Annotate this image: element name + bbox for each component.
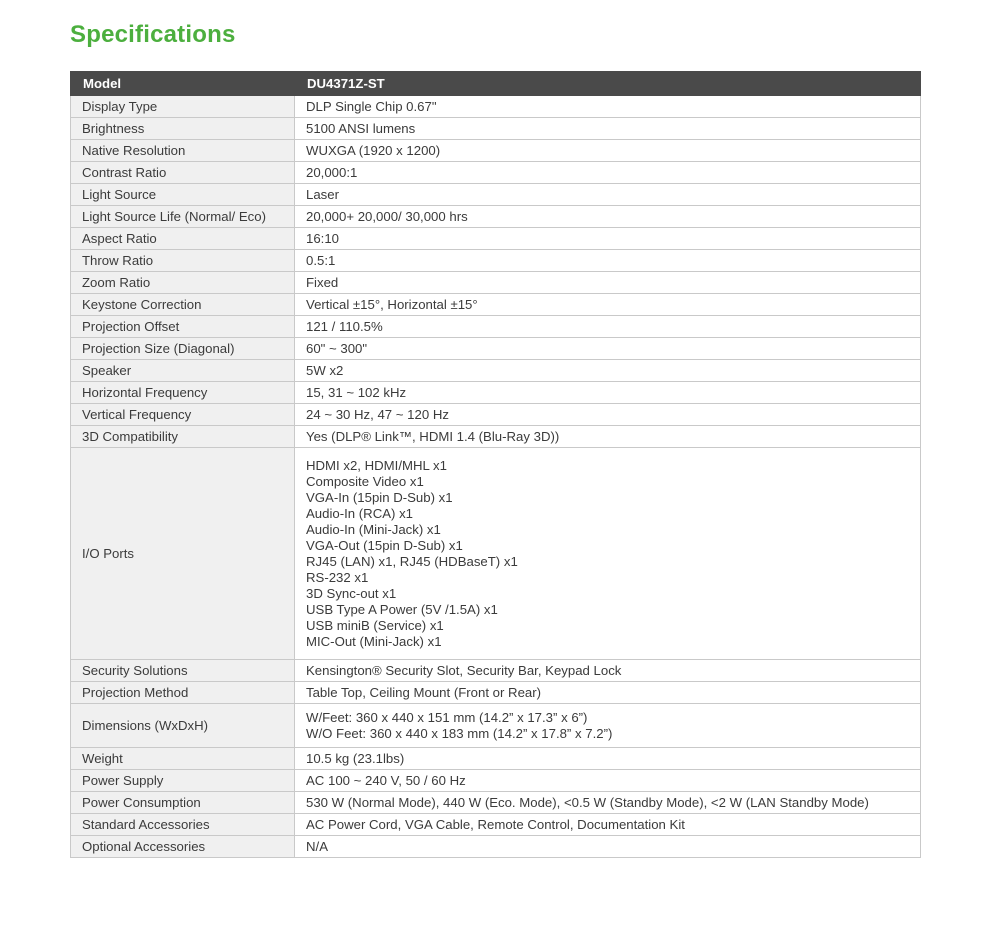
table-row: [71, 316, 921, 338]
row-value: Fixed: [295, 272, 921, 294]
row-value: 121 / 110.5%: [295, 316, 921, 338]
row-label: Dimensions (WxDxH): [71, 704, 295, 748]
row-label: Projection Method: [71, 682, 295, 704]
io-port-line: Composite Video x1: [306, 473, 424, 489]
dimension-line: W/Feet: 360 x 440 x 151 mm (14.2” x 17.3” x 6”): [306, 709, 588, 725]
row-value: 5W x2: [295, 360, 921, 382]
row-value: Laser: [295, 184, 921, 206]
row-label: Horizontal Frequency: [71, 382, 295, 404]
io-port-line: RJ45 (LAN) x1, RJ45 (HDBaseT) x1: [306, 553, 518, 569]
row-label: Light Source: [71, 184, 295, 206]
row-label: Light Source Life (Normal/ Eco): [71, 206, 295, 228]
page-title: Specifications: [70, 21, 236, 48]
table-row: [71, 682, 921, 704]
io-port-line: 3D Sync-out x1: [306, 585, 397, 601]
row-label: Power Supply: [71, 770, 295, 792]
table-row: [71, 360, 921, 382]
table-row: [71, 404, 921, 426]
io-port-line: USB Type A Power (5V /1.5A) x1: [306, 601, 498, 617]
table-row: [71, 272, 921, 294]
table-row-io-ports: [71, 448, 921, 660]
table-row: [71, 118, 921, 140]
table-row: [71, 748, 921, 770]
table-row: [71, 228, 921, 250]
row-value: Kensington® Security Slot, Security Bar, Keypad Lock: [295, 660, 921, 682]
row-value: Table Top, Ceiling Mount (Front or Rear): [295, 682, 921, 704]
io-port-line: MIC-Out (Mini-Jack) x1: [306, 633, 442, 649]
row-label: Brightness: [71, 118, 295, 140]
row-label: Keystone Correction: [71, 294, 295, 316]
row-value: 20,000:1: [295, 162, 921, 184]
row-value: Yes (DLP® Link™, HDMI 1.4 (Blu-Ray 3D)): [295, 426, 921, 448]
row-value-io-ports: [295, 448, 921, 660]
header-label: Model: [71, 72, 295, 96]
table-row: [71, 96, 921, 118]
table-row: [71, 836, 921, 858]
row-value: 60" ~ 300": [295, 338, 921, 360]
row-value-dimensions: [295, 704, 921, 748]
io-port-line: VGA-Out (15pin D-Sub) x1: [306, 537, 463, 553]
row-label: Weight: [71, 748, 295, 770]
table-row: [71, 770, 921, 792]
row-label: Optional Accessories: [71, 836, 295, 858]
table-row: [71, 382, 921, 404]
io-port-line: Audio-In (RCA) x1: [306, 505, 414, 521]
table-row: [71, 140, 921, 162]
row-label: Vertical Frequency: [71, 404, 295, 426]
io-port-line: HDMI x2, HDMI/MHL x1: [306, 457, 447, 473]
table-row: [71, 206, 921, 228]
table-row: [71, 660, 921, 682]
row-value: 15, 31 ~ 102 kHz: [295, 382, 921, 404]
row-value: N/A: [295, 836, 921, 858]
row-value: 5100 ANSI lumens: [295, 118, 921, 140]
row-label: Native Resolution: [71, 140, 295, 162]
table-row: [71, 184, 921, 206]
dimension-line: W/O Feet: 360 x 440 x 183 mm (14.2” x 17.8” x 7.2”): [306, 725, 613, 741]
row-value: 24 ~ 30 Hz, 47 ~ 120 Hz: [295, 404, 921, 426]
row-value: DLP Single Chip 0.67": [295, 96, 921, 118]
row-label: Standard Accessories: [71, 814, 295, 836]
table-row: [71, 426, 921, 448]
io-port-line: USB miniB (Service) x1: [306, 617, 444, 633]
table-row: [71, 792, 921, 814]
row-label: Power Consumption: [71, 792, 295, 814]
table-row: [71, 162, 921, 184]
row-value: AC Power Cord, VGA Cable, Remote Control, Documentation Kit: [295, 814, 921, 836]
row-label: Display Type: [71, 96, 295, 118]
table-header-row: [71, 72, 921, 96]
row-label: Contrast Ratio: [71, 162, 295, 184]
row-label: Security Solutions: [71, 660, 295, 682]
row-value: 16:10: [295, 228, 921, 250]
table-row: [71, 338, 921, 360]
table-row: [71, 250, 921, 272]
row-label: Aspect Ratio: [71, 228, 295, 250]
row-value: 530 W (Normal Mode), 440 W (Eco. Mode), <0.5 W (Standby Mode), <2 W (LAN Standby Mode): [295, 792, 921, 814]
row-value: 20,000+ 20,000/ 30,000 hrs: [295, 206, 921, 228]
row-value: AC 100 ~ 240 V, 50 / 60 Hz: [295, 770, 921, 792]
row-label: Projection Size (Diagonal): [71, 338, 295, 360]
table-row: [71, 294, 921, 316]
header-model: DU4371Z-ST: [295, 72, 921, 96]
row-label: 3D Compatibility: [71, 426, 295, 448]
row-label: Projection Offset: [71, 316, 295, 338]
row-label: Speaker: [71, 360, 295, 382]
row-value: 10.5 kg (23.1lbs): [295, 748, 921, 770]
row-value: WUXGA (1920 x 1200): [295, 140, 921, 162]
spec-table: [70, 71, 921, 858]
table-row-dimensions: [71, 704, 921, 748]
io-port-line: Audio-In (Mini-Jack) x1: [306, 521, 441, 537]
row-value: Vertical ±15°, Horizontal ±15°: [295, 294, 921, 316]
io-port-line: RS-232 x1: [306, 569, 369, 585]
row-label: Zoom Ratio: [71, 272, 295, 294]
table-row: [71, 814, 921, 836]
row-label: Throw Ratio: [71, 250, 295, 272]
row-label: I/O Ports: [71, 448, 295, 660]
row-value: 0.5:1: [295, 250, 921, 272]
io-port-line: VGA-In (15pin D-Sub) x1: [306, 489, 453, 505]
